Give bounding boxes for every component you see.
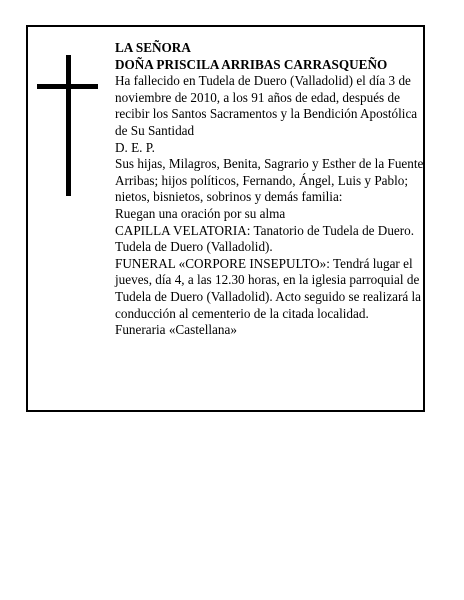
funeral-home: Funeraria «Castellana» — [115, 322, 237, 338]
deceased-name: DOÑA PRISCILA ARRIBAS CARRASQUEÑO — [115, 56, 388, 72]
death-info: Ha fallecido en Tudela de Duero (Valladolid) el día 3 de noviembre de 2010, a los 91 años de edad, después de recibir los Santos Sacramentos y la Bendición Apostólica de Su Santidad — [115, 73, 418, 138]
obituary-text — [115, 40, 425, 339]
family-list: Sus hijas, Milagros, Benita, Sagrario y Esther de la Fuente Arribas; hijos políticos, Fernando, Ángel, Luis y Pablo; nietos, bisnietos, sobrinos y demás familia: — [115, 156, 424, 205]
dep-line: D. E. P. — [115, 139, 155, 155]
notice-title: LA SEÑORA — [115, 40, 191, 55]
cross-vertical-bar — [66, 55, 71, 196]
prayer-request: Ruegan una oración por su alma — [115, 205, 286, 221]
cross-horizontal-bar — [37, 84, 98, 89]
funeral-info: FUNERAL «CORPORE INSEPULTO»: Tendrá lugar el jueves, día 4, a las 12.30 horas, en la iglesia parroquial de Tudela de Duero (Valladolid). Acto seguido se realizará la conducción al cementerio de la citada localidad. — [115, 255, 422, 321]
chapel-info: CAPILLA VELATORIA: Tanatorio de Tudela de Duero. Tudela de Duero (Valladolid). — [115, 222, 415, 255]
